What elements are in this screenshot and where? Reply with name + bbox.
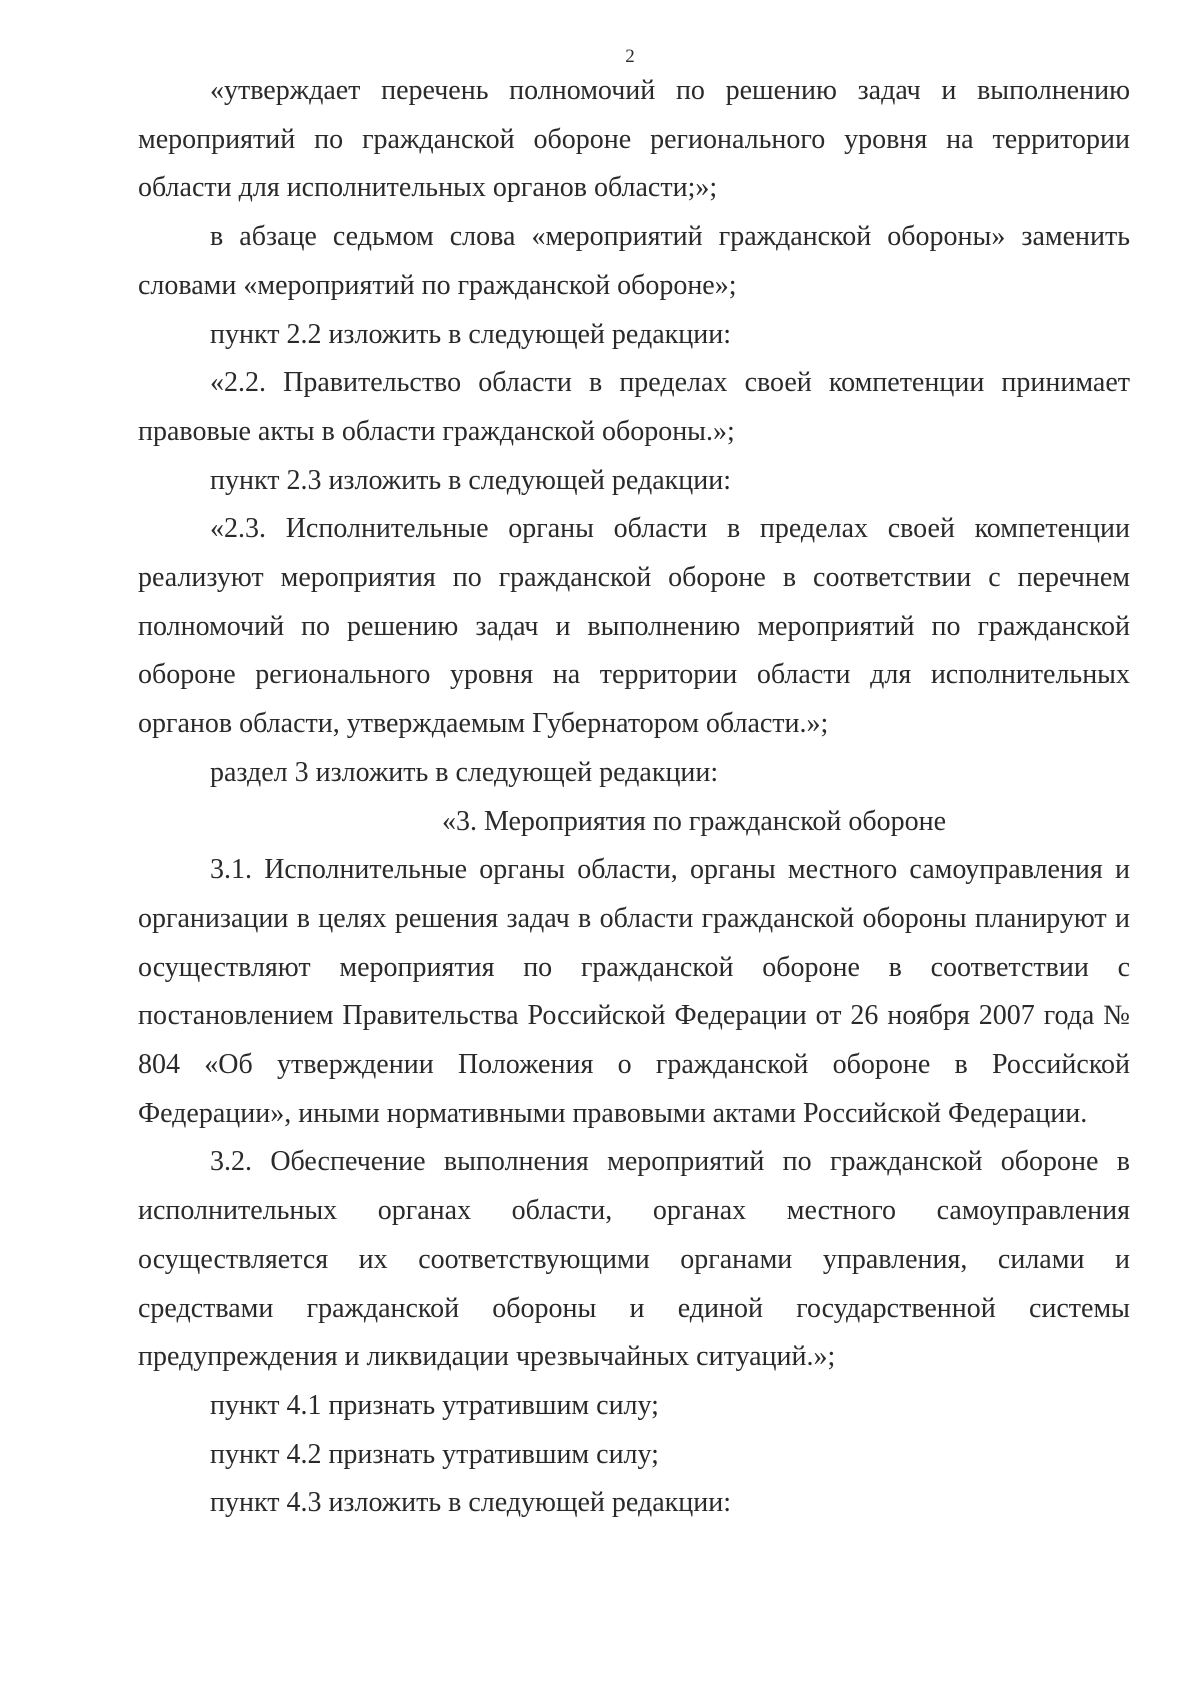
paragraph-section-3-intro: раздел 3 изложить в следующей редакции: <box>210 756 719 788</box>
paragraph-item-4-2: пункт 4.2 признать утратившим силу; <box>210 1438 659 1470</box>
paragraph-item-2-3-intro: пункт 2.3 изложить в следующей редакции: <box>210 464 731 496</box>
paragraph-item-3-2: 3.2. Обеспечение выполнения мероприятий по гражданской обороне в исполнительных органах области, органах местного самоуправления осуществляется их соответствующими органами управления, силами и средствами гражданской обороны и единой государственной системы предупреждения и ликвидации чрезвычайных ситуаций.»; <box>138 1146 1130 1373</box>
page-number: 2 <box>625 46 635 67</box>
paragraph-item-4-1: пункт 4.1 признать утратившим силу; <box>210 1389 659 1421</box>
paragraph-item-4-3-intro: пункт 4.3 изложить в следующей редакции: <box>210 1487 731 1519</box>
paragraph-abzac-seven: в абзаце седьмом слова «мероприятий гражданской обороны» заменить словами «мероприятий по гражданской обороне»; <box>138 221 1130 301</box>
paragraph-item-2-2: «2.2. Правительство области в пределах своей компетенции принимает правовые акты в области гражданской обороны.»; <box>138 367 1130 447</box>
paragraph-item-3-1: 3.1. Исполнительные органы области, органы местного самоуправления и организации в целях решения задач в области гражданской обороны планируют и осуществляют мероприятия по гражданской обороне в соответствии с постановлением Правительства Российской Федерации от 26 ноября 2007 года № 804 «Об утверждении Положения о гражданской обороне в Российской Федерации», иными нормативными правовыми актами Российской Федерации. <box>138 854 1130 1129</box>
paragraph-amendment-list: «утверждает перечень полномочий по решению задач и выполнению мероприятий по гражданской обороне регионального уровня на территории области для исполнительных органов области;»; <box>138 75 1130 204</box>
section-3-heading: «3. Мероприятия по гражданской обороне <box>441 805 947 837</box>
document-body <box>138 67 1130 1528</box>
paragraph-item-2-3: «2.3. Исполнительные органы области в пределах своей компетенции реализуют мероприятия по гражданской обороне в соответствии с перечнем полномочий по решению задач и выполнению мероприятий по гражданской обороне регионального уровня на территории области для исполнительных органов области, утверждаемым Губернатором области.»; <box>138 513 1130 740</box>
paragraph-item-2-2-intro: пункт 2.2 изложить в следующей редакции: <box>210 318 731 350</box>
